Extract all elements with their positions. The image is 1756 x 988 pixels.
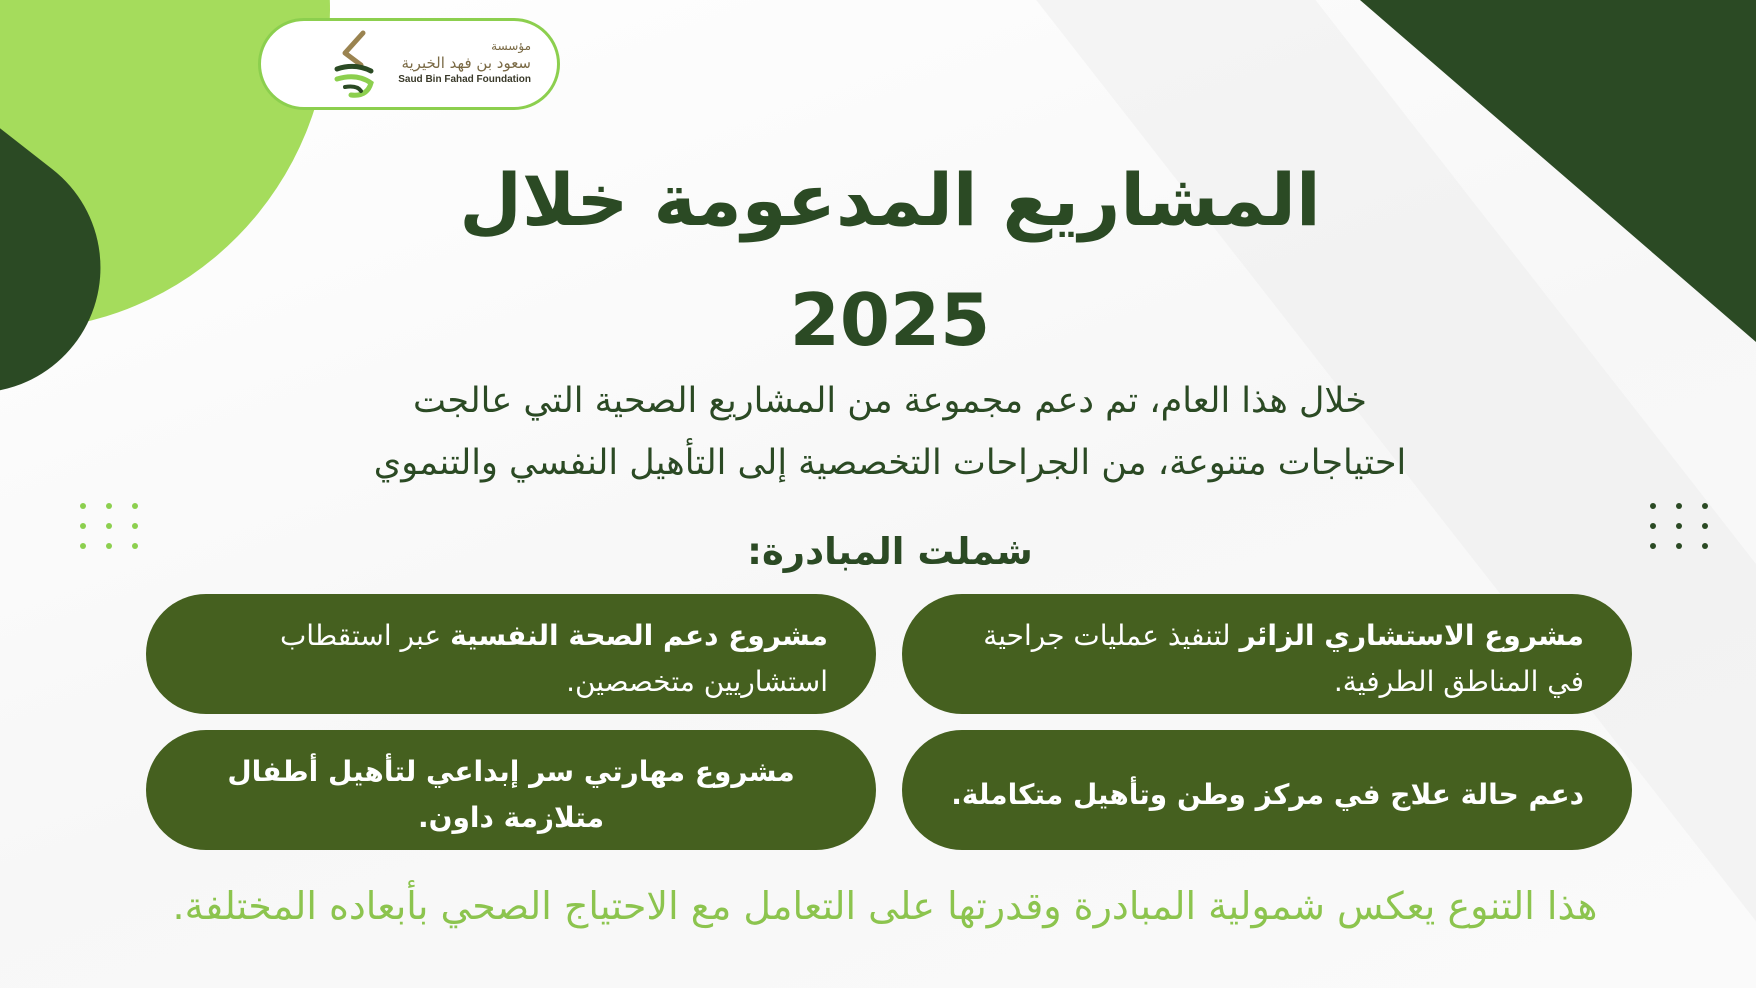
card-2-rest: عبر استقطاب — [279, 619, 451, 652]
page-title — [300, 140, 1480, 380]
page-title-line-1: المشاريع المدعومة خلال — [459, 158, 1321, 242]
logo-line-1: مؤسسة — [491, 39, 531, 53]
card-1-rest: لتنفيذ عمليات جراحية — [983, 619, 1240, 652]
logo-line-2: سعود بن فهد الخيرية — [401, 54, 531, 72]
intro-line-2: احتياجات متنوعة، من الجراحات التخصصية إلى التأهيل النفسي والتنموي — [373, 443, 1407, 483]
foundation-logo — [258, 18, 560, 110]
foundation-logo-icon — [331, 29, 377, 103]
card-4-line-2: متلازمة داون. — [417, 801, 605, 834]
decorative-dots-left — [80, 503, 138, 549]
project-card-watan-center — [902, 730, 1632, 850]
card-2-bold: مشروع دعم الصحة النفسية — [450, 619, 828, 652]
project-card-down-syndrome — [146, 730, 876, 850]
card-1-line-2: في المناطق الطرفية. — [1333, 665, 1584, 698]
intro-line-1: خلال هذا العام، تم دعم مجموعة من المشاريع الصحية التي عالجت — [413, 381, 1367, 421]
card-1-bold: مشروع الاستشاري الزائر — [1239, 619, 1584, 652]
card-3-bold: دعم حالة علاج في مركز وطن وتأهيل متكاملة. — [951, 778, 1584, 811]
logo-line-3: Saud Bin Fahad Foundation — [398, 74, 531, 85]
page-title-line-2: 2025 — [789, 278, 991, 362]
card-4-line-1: مشروع مهارتي سر إبداعي لتأهيل أطفال — [227, 755, 795, 788]
intro-paragraph — [250, 370, 1530, 494]
card-2-line-2: استشاريين متخصصين. — [566, 665, 828, 698]
project-card-visiting-consultant — [902, 594, 1632, 714]
logo-text — [381, 39, 531, 86]
section-heading: شملت المبادرة: — [747, 530, 1033, 573]
footer-statement: هذا التنوع يعكس شمولية المبادرة وقدرتها على التعامل مع الاحتياج الصحي بأبعاده المختلفة. — [172, 884, 1598, 928]
project-card-mental-health — [146, 594, 876, 714]
decorative-dots-right — [1650, 503, 1708, 549]
